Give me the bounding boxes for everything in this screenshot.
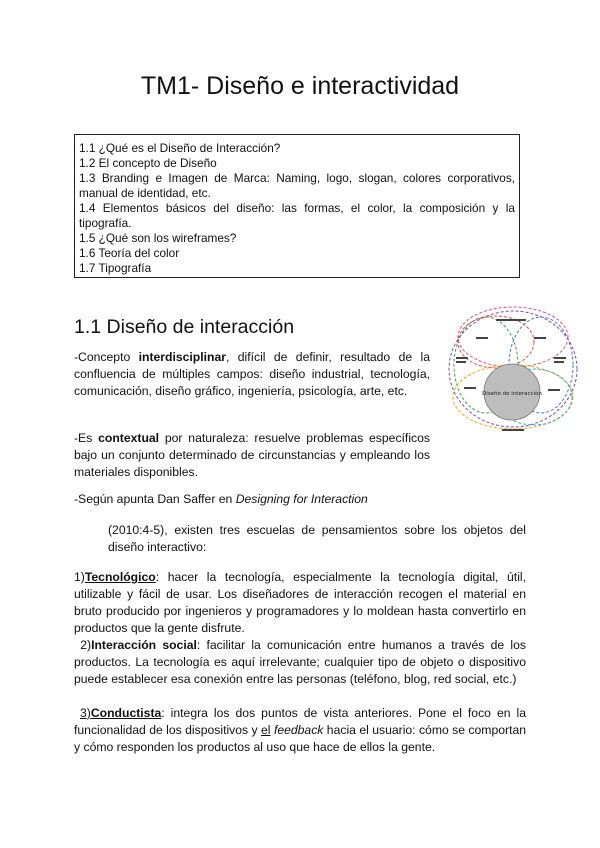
label-mark — [548, 389, 560, 391]
diagram-center-label: Diseño de interacción — [482, 391, 542, 397]
paragraph-schools-intro: (2010:4-5), existen tres escuelas de pensamientos sobre los objetos del diseño interactivo: — [108, 523, 526, 554]
label-mark — [502, 429, 524, 431]
label-mark — [534, 337, 546, 339]
keyword-tecnologico: Tecnológico — [84, 570, 156, 584]
toc-item: 1.2 El concepto de Diseño — [79, 156, 217, 170]
keyword-interaccion-social: Interacción social — [91, 638, 197, 652]
book-title: Designing for Interaction — [235, 492, 368, 506]
keyword-contextual: contextual — [98, 431, 160, 445]
field-ellipse — [458, 307, 568, 367]
paragraph-contextual: -Es contextual por naturaleza: resuelve problemas específicos bajo un conjunto determinado de circunstancias y empleando los materiales disponibles. — [74, 431, 430, 479]
toc-item: 1.6 Teoría del color — [79, 246, 180, 260]
page-title: TM1- Diseño e interactividad — [140, 72, 460, 100]
paragraph-interaccion-social: 2)Interacción social: facilitar la comunicación entre humanos a través de los productos. La tecnología es aquí irrelevante; cualquier tipo de objeto o dispositivo puede establecer esa conexión entre las personas (teléfono, blog, red social, etc.) — [74, 638, 526, 686]
toc-item: 1.7 Tipografía — [79, 261, 152, 275]
keyword-conductista: Conductista — [90, 706, 162, 720]
section-heading: 1.1 Diseño de interacción — [74, 316, 295, 338]
label-mark — [464, 387, 476, 389]
paragraph-saffer: -Según apunta Dan Saffer en Designing for Interaction — [74, 492, 368, 506]
keyword-interdisciplinar: interdisciplinar — [138, 350, 226, 364]
label-mark — [456, 357, 468, 359]
toc-item: 1.5 ¿Qué son los wireframes? — [79, 231, 237, 245]
toc-item: 1.1 ¿Qué es el Diseño de Interacción? — [79, 141, 281, 155]
paragraph-interdisciplinar: -Concepto interdisciplinar, difícil de definir, resultado de la confluencia de múltiples campos: diseño industrial, tecnología, comunicación, diseño gráfico, ingeniería, psicología, arte, etc. — [74, 350, 430, 398]
paragraph-tecnologico: 1)Tecnológico: hacer la tecnología, especialmente la tecnología digital, útil, utilizable y fácil de usar. Los diseñadores de interacción recogen el material en bruto producido por ingenieros y programadores y lo moldean hasta convertirlo en productos que la gente disfrute. — [74, 570, 526, 635]
label-mark — [554, 357, 566, 359]
toc-item: 1.4 Elementos básicos del diseño: las formas, el color, la composición y la tipografía. — [79, 201, 515, 230]
label-mark — [456, 361, 466, 363]
interaction-design-diagram — [446, 297, 580, 442]
toc-item: 1.3 Branding e Imagen de Marca: Naming, logo, slogan, colores corporativos, manual de identidad, etc. — [79, 171, 515, 200]
label-mark — [554, 361, 564, 363]
label-mark — [476, 337, 488, 339]
table-of-contents — [74, 134, 520, 278]
paragraph-conductista: 3)Conductista: integra los dos puntos de vista anteriores. Pone el foco en la funcionalidad de los dispositivos y el feedback hacia el usuario: cómo se comportan y cómo responden los productos al uso que hace de ellos la gente. — [74, 706, 527, 754]
label-mark — [496, 319, 526, 321]
